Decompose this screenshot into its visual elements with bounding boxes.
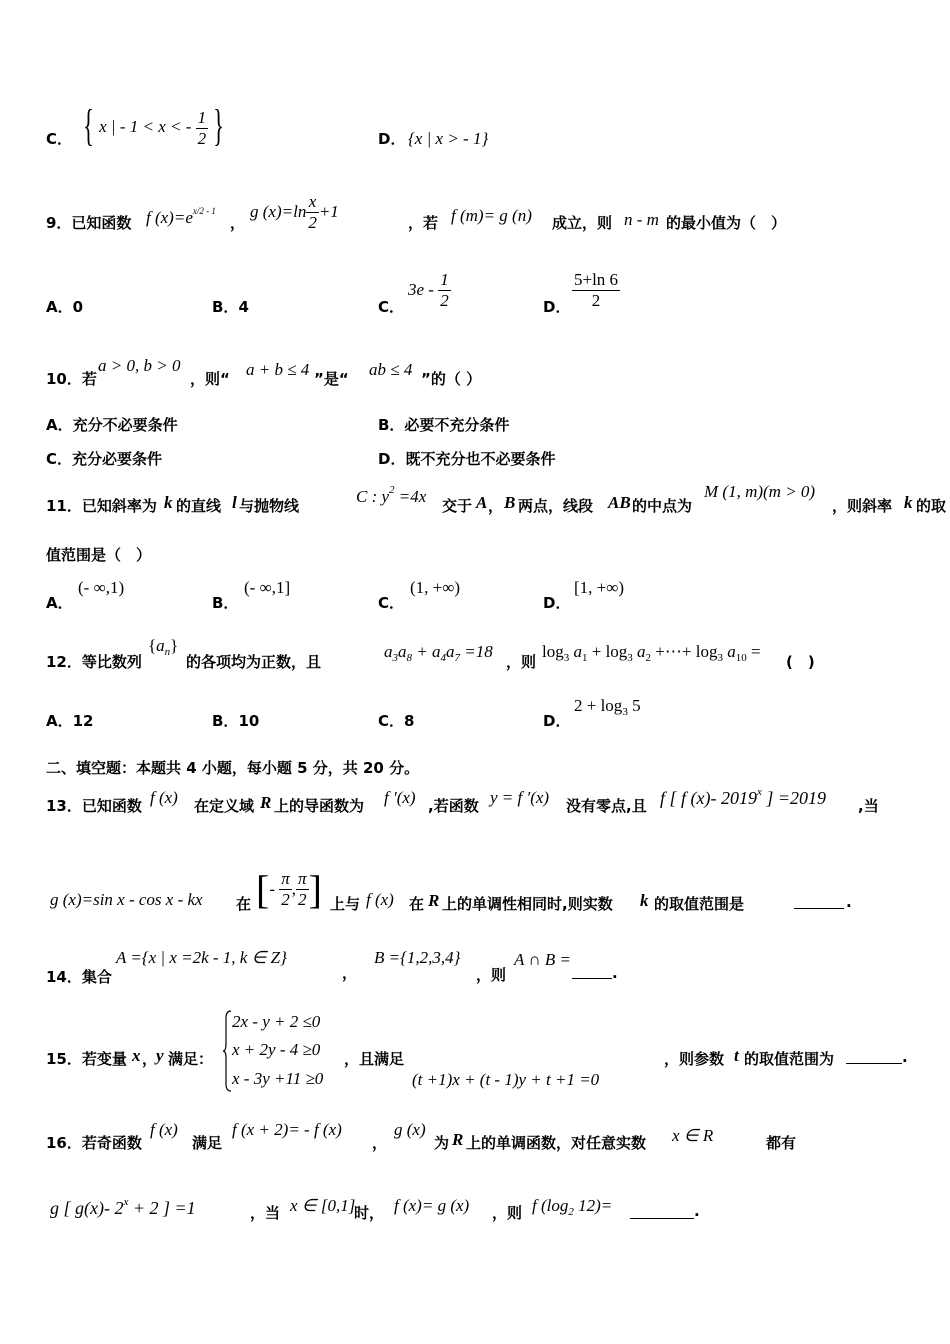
q14-set-a: A ={x | x =2k - 1, k ∈ Z} <box>116 948 287 967</box>
q16-text: ，当 <box>250 1204 281 1222</box>
q8-option-c-value <box>78 100 229 151</box>
q16-equation-2: g [ g(x)- $2^x + 2$ ] =1 <box>50 1196 196 1218</box>
q11-option-c-value: (1, +∞) <box>410 578 461 597</box>
q9-holds: 成立，则 <box>552 214 613 232</box>
q16-comma: ， <box>372 1134 388 1152</box>
q16-x-in-r: x ∈ R <box>672 1126 714 1145</box>
q13-text: 在 <box>409 895 425 913</box>
q11-text: 11．已知斜率为 <box>46 497 157 515</box>
q16-text: 为 <box>434 1134 450 1152</box>
q13-text: 上的单调性相同时,则实数 <box>442 895 613 913</box>
q11-option-b-label: B． <box>212 594 239 612</box>
q9-number: 9．已知函数 <box>46 214 132 232</box>
q16-text: 时， <box>354 1204 385 1222</box>
q8-option-d-label: D． <box>378 130 406 148</box>
open-brace-icon: { <box>83 101 94 150</box>
q8-option-d-value: {x | x > - 1} <box>408 129 489 148</box>
q12-option-d-value: $2 + \log_3 5$ <box>574 696 641 718</box>
q15-text: ，且满足 <box>344 1050 405 1068</box>
q12-option-d-label: D． <box>543 712 571 730</box>
q12-option-c: C．8 <box>378 712 415 730</box>
section-2-title: 二、填空题：本题共 4 小题，每小题 5 分，共 20 分。 <box>46 759 420 777</box>
q13-k: k <box>640 891 649 910</box>
q14-answer-blank[interactable] <box>572 964 612 979</box>
q13-text: ,当 <box>858 797 879 815</box>
q13-g: g (x)=sin x - cos x - kx <box>50 890 203 909</box>
q16-fx: f (x) <box>150 1120 178 1139</box>
q15-x: x <box>132 1046 141 1065</box>
q11-segment-ab: AB <box>608 493 631 512</box>
q10-tail: ”的（ ） <box>421 370 482 388</box>
q11-k: k <box>904 493 913 512</box>
q13-text: ,若函数 <box>428 797 479 815</box>
q11-l: l <box>232 493 237 512</box>
q13-text: 没有零点,且 <box>566 797 647 815</box>
q13-fx: f (x) <box>150 788 178 807</box>
q15-text: ，则参数 <box>664 1050 725 1068</box>
q16-ask: f ($\log_2$ 12)= <box>532 1196 613 1218</box>
q10-p: a + b ≤ 4 <box>246 360 310 379</box>
q14-comma: ， <box>342 964 358 982</box>
q10-number: 10．若 <box>46 370 97 388</box>
close-brace-icon: } <box>213 101 224 150</box>
q13-stem-line1 <box>46 782 906 818</box>
q9-f-expr: f $(x)=e^{x/2 - 1}$ <box>146 206 216 227</box>
q11-text: 交于 <box>442 497 473 515</box>
q11-option-c-label: C． <box>378 594 405 612</box>
q16-r: R <box>452 1130 464 1149</box>
q11-option-a-value: (- ∞,1) <box>78 578 125 597</box>
q14-set-b: B ={1,2,3,4} <box>374 948 461 967</box>
q16-text: 满足 <box>192 1134 223 1152</box>
q13-number: 13．已知函数 <box>46 797 142 815</box>
q13-r: R <box>428 891 440 910</box>
q14-stem <box>46 944 746 984</box>
q13-stem-line2 <box>46 866 906 918</box>
q15-inequality-3: x - 3y +11 ≥0 <box>232 1069 324 1088</box>
q15-line: (t +1)x + (t - 1)y + t +1 =0 <box>412 1070 600 1089</box>
q13-y: y = f ′(x) <box>490 788 550 807</box>
q12-number: 12．等比数列 <box>46 653 142 671</box>
q15-comma: ， <box>142 1050 158 1068</box>
q11-text: 的直线 <box>176 497 222 515</box>
q15-y: y <box>156 1046 164 1065</box>
q15-t: t <box>734 1046 739 1065</box>
q10-stem <box>46 356 646 386</box>
q9-option-d-label: D． <box>543 298 571 316</box>
q13-answer-blank[interactable] <box>794 894 844 909</box>
q10-option-c: C．充分必要条件 <box>46 450 163 468</box>
q10-is: ”是“ <box>314 370 349 388</box>
q11-midpoint: M (1, m)(m > 0) <box>704 482 816 501</box>
q12-option-b: B．10 <box>212 712 260 730</box>
q15-stem <box>46 1008 906 1094</box>
q11-text: 两点，线段 <box>518 497 594 515</box>
q8-option-c-set: x | - 1 < x < - <box>99 117 192 136</box>
q15-inequality-2: x + 2y - 4 ≥0 <box>232 1040 321 1059</box>
q12-text: 的各项均为正数，且 <box>186 653 322 671</box>
q11-option-b-value: (- ∞,1] <box>244 578 291 597</box>
q9-g-expr: g (x)=ln $\frac{x}{2}$ +1 <box>250 192 339 232</box>
q11-text: 的取 <box>916 497 947 515</box>
q13-interval: [- $\frac{\pi}{2}$ , $\frac{\pi}{2}$ ] <box>256 867 322 912</box>
q12-option-a: A．12 <box>46 712 94 730</box>
q9-comma: ， <box>230 214 246 232</box>
q11-text: ， <box>488 497 504 515</box>
q9-option-d-value: $\frac{5+\ln 6}{2}$ <box>574 270 619 310</box>
q16-number: 16．若奇函数 <box>46 1134 142 1152</box>
q12-condition: $a_3a_8 + a_4a_7 =18$ <box>384 642 493 664</box>
q11-text: ，则斜率 <box>832 497 893 515</box>
q14-number: 14．集合 <box>46 968 112 986</box>
q10-option-d: D．既不充分也不必要条件 <box>378 450 556 468</box>
q15-inequality-1: 2x - y + 2 ≤0 <box>232 1012 321 1031</box>
q9-tail: 的最小值为（ ） <box>666 214 787 232</box>
q9-option-a: A．0 <box>46 298 84 316</box>
q9-option-b: B．4 <box>212 298 249 316</box>
q10-option-b: B．必要不充分条件 <box>378 416 510 434</box>
q13-r: R <box>260 793 272 812</box>
q12-stem <box>46 636 846 672</box>
q12-then: ，则 <box>506 653 537 671</box>
q16-equation-3: f (x)= g (x) <box>394 1196 470 1215</box>
q16-stem-line2 <box>46 1188 906 1228</box>
q15-text: 的取值范围为 <box>744 1050 835 1068</box>
q14-expression: A ∩ B = <box>514 950 571 969</box>
q13-derivative: f ′(x) <box>384 788 416 807</box>
q13-text: 上的导函数为 <box>274 797 365 815</box>
q11-option-a-label: A． <box>46 594 73 612</box>
q13-period: . <box>846 893 852 911</box>
q10-option-a: A．充分不必要条件 <box>46 416 178 434</box>
q16-stem-line1 <box>46 1118 906 1158</box>
q9-option-c-label: C． <box>378 298 405 316</box>
q11-option-d-value: [1, +∞) <box>574 578 625 597</box>
q13-fx: f (x) <box>366 890 394 909</box>
q16-text: 都有 <box>766 1134 797 1152</box>
q9-condition: f (m)= g (n) <box>451 206 532 225</box>
q15-number: 15．若变量 <box>46 1050 127 1068</box>
q15-period: . <box>902 1048 908 1066</box>
q12-tail: ( ) <box>786 653 815 671</box>
q10-q: ab ≤ 4 <box>369 360 413 379</box>
q10-then: ，则“ <box>190 370 230 388</box>
q16-equation-1: f (x + 2)= - f (x) <box>232 1120 342 1139</box>
q16-text: 上的单调函数，对任意实数 <box>466 1134 647 1152</box>
q16-range: x ∈ [0,1] <box>290 1196 356 1215</box>
q13-text: 上与 <box>330 895 361 913</box>
q13-text: 在 <box>236 895 252 913</box>
q9-if: ，若 <box>408 214 439 232</box>
q16-gx: g (x) <box>394 1120 426 1139</box>
q14-then: ，则 <box>476 966 507 984</box>
q11-point-a: A <box>476 493 488 512</box>
q13-equation: f [ f (x)- 2019$^x$ ] =2019 <box>660 786 827 808</box>
q12-log-sum: $\log_3 a_1 + \log_3 a_2$ +⋯+ $\log_3 a_{10}$ = <box>542 642 761 664</box>
q15-text: 满足： <box>168 1050 214 1068</box>
q8-option-c-fraction: $\frac{1}{2}$ <box>197 108 207 148</box>
q11-text: 与抛物线 <box>239 497 300 515</box>
q8-option-c-label: C． <box>46 130 73 148</box>
q13-text: 在定义域 <box>194 797 255 815</box>
q15-answer-blank[interactable] <box>846 1049 902 1064</box>
q9-n-minus-m: n - m <box>624 210 659 229</box>
q11-stem-line2: 值范围是（ ） <box>46 546 152 564</box>
q16-text: ，则 <box>492 1204 523 1222</box>
q11-stem-line1 <box>46 482 947 516</box>
q11-parabola: C : $y^2 =4x$ <box>356 484 427 506</box>
q11-text: 的中点为 <box>632 497 693 515</box>
q13-text: 的取值范围是 <box>654 895 745 913</box>
q9-option-c-value: 3e - $\frac{1}{2}$ <box>408 270 449 310</box>
q11-point-b: B <box>504 493 516 512</box>
q11-k: k <box>164 493 173 512</box>
q11-option-d-label: D． <box>543 594 571 612</box>
q16-period: . <box>694 1202 700 1220</box>
q12-sequence: $\{a_n\}$ <box>148 636 179 658</box>
system-brace-icon <box>222 1010 232 1092</box>
q10-condition: a > 0, b > 0 <box>98 356 181 375</box>
q16-answer-blank[interactable] <box>630 1204 694 1219</box>
q14-period: . <box>612 964 618 982</box>
